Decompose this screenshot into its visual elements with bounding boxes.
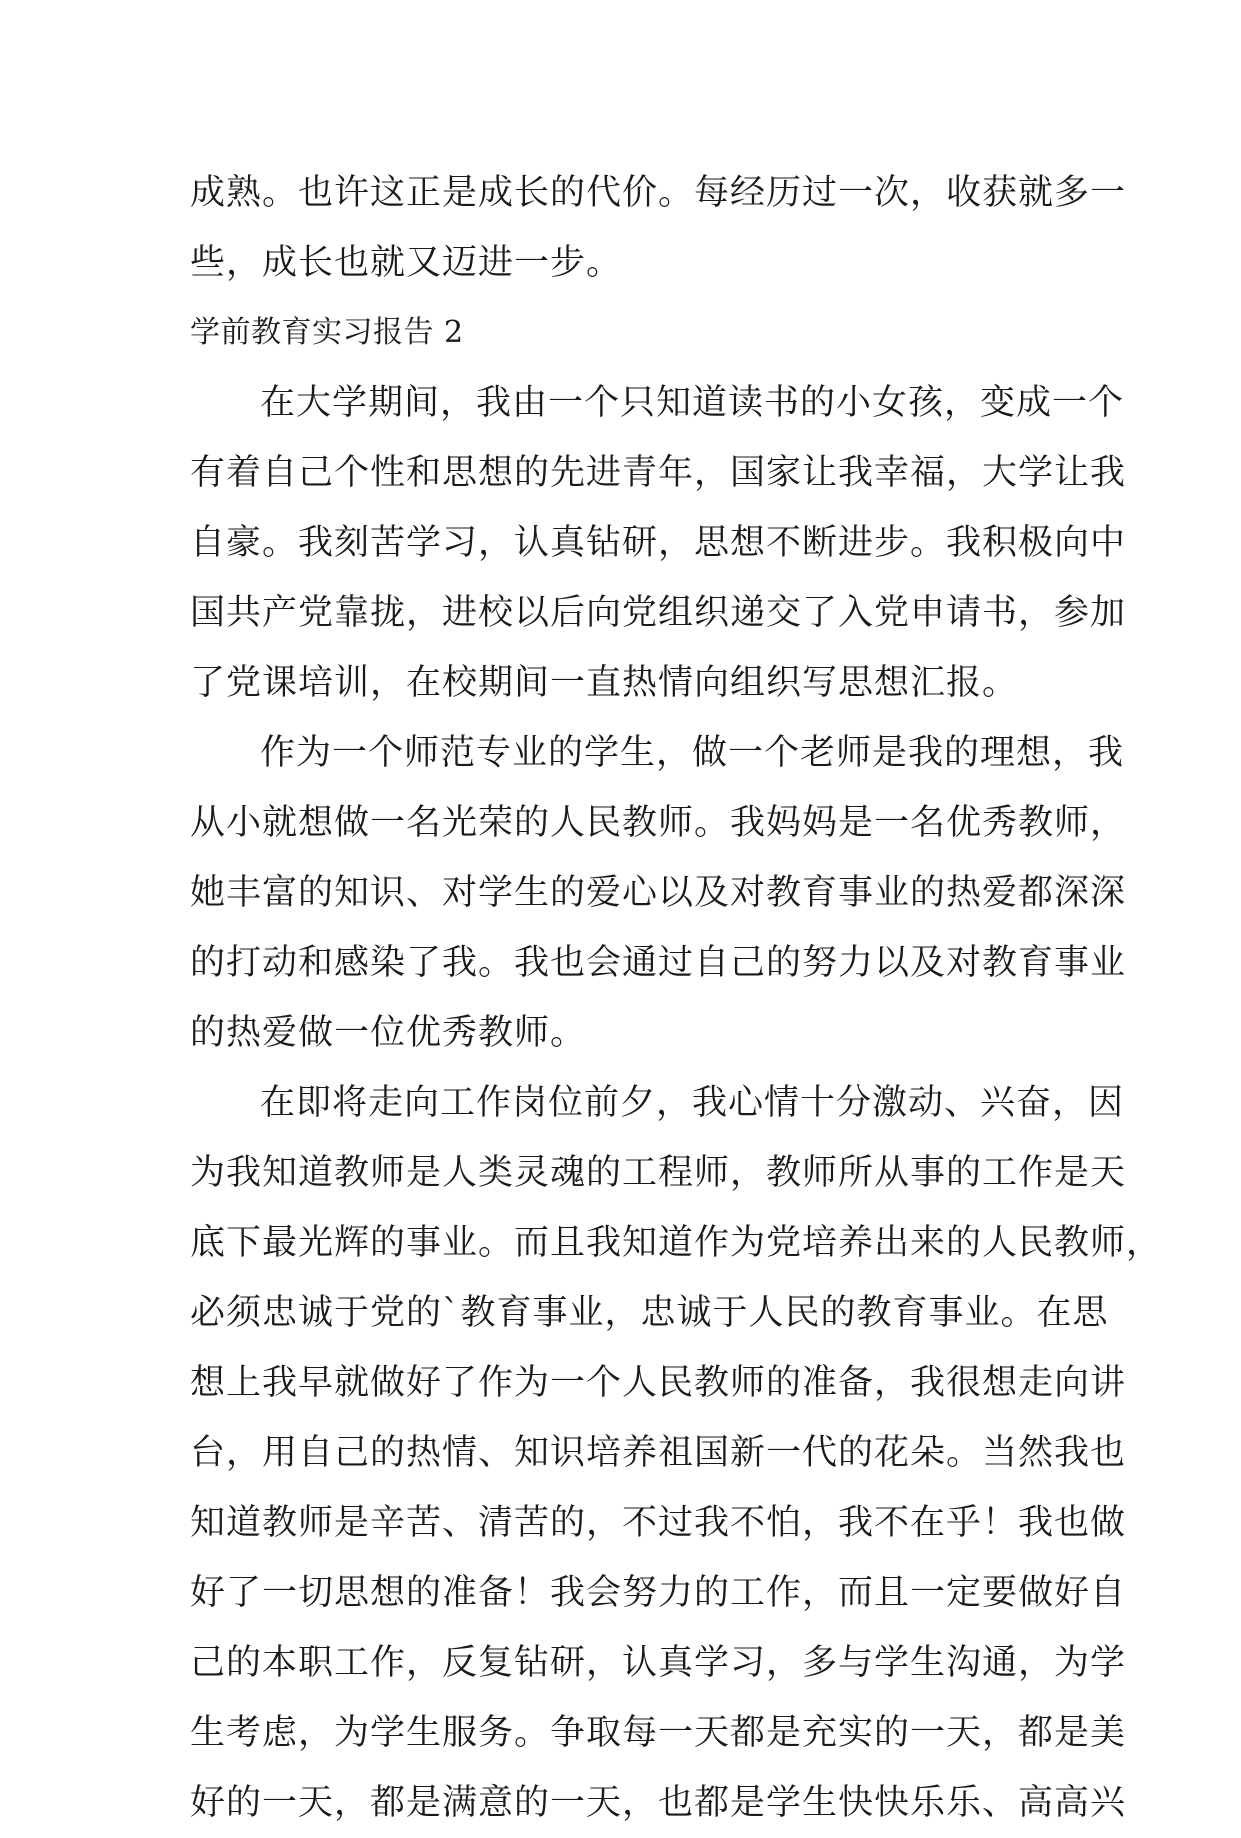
paragraph-line: 成熟。也许这正是成长的代价。每经历过一次，收获就多一 <box>190 173 1127 213</box>
paragraph-line: 她丰富的知识、对学生的爱心以及对教育事业的热爱都深深 <box>190 873 1127 913</box>
paragraph-line: 必须忠诚于党的`教育事业，忠诚于人民的教育事业。在思 <box>190 1293 1109 1333</box>
paragraph-line: 生考虑，为学生服务。争取每一天都是充实的一天，都是美 <box>190 1713 1127 1753</box>
paragraph-line: 台，用自己的热情、知识培养祖国新一代的花朵。当然我也 <box>190 1433 1127 1473</box>
paragraph-line: 想上我早就做好了作为一个人民教师的准备，我很想走向讲 <box>190 1363 1127 1403</box>
paragraph-line: 些，成长也就又迈进一步。 <box>190 243 623 283</box>
paragraph-line: 为我知道教师是人类灵魂的工程师，教师所从事的工作是天 <box>190 1153 1127 1193</box>
section-heading: 学前教育实习报告 2 <box>190 315 464 350</box>
paragraph-line: 的热爱做一位优秀教师。 <box>190 1013 587 1053</box>
paragraph-line: 己的本职工作，反复钻研，认真学习，多与学生沟通，为学 <box>190 1643 1127 1683</box>
paragraph-line: 自豪。我刻苦学习，认真钻研，思想不断进步。我积极向中 <box>190 523 1127 563</box>
paragraph-line: 国共产党靠拢，进校以后向党组织递交了入党申请书，参加 <box>190 593 1127 633</box>
paragraph-first-line: 在大学期间，我由一个只知道读书的小女孩，变成一个 <box>260 383 1125 423</box>
paragraph-line: 的打动和感染了我。我也会通过自己的努力以及对教育事业 <box>190 943 1127 983</box>
paragraph-line: 好的一天，都是满意的一天，也都是学生快快乐乐、高高兴 <box>190 1783 1127 1823</box>
paragraph-line: 知道教师是辛苦、清苦的，不过我不怕，我不在乎！我也做 <box>190 1503 1127 1543</box>
paragraph-line: 好了一切思想的准备！我会努力的工作，而且一定要做好自 <box>190 1573 1127 1613</box>
paragraph-line: 了党课培训，在校期间一直热情向组织写思想汇报。 <box>190 663 1019 703</box>
paragraph-line: 底下最光辉的事业。而且我知道作为党培养出来的人民教师， <box>190 1223 1163 1263</box>
paragraph-first-line: 在即将走向工作岗位前夕，我心情十分激动、兴奋，因 <box>260 1083 1125 1123</box>
paragraph-line: 有着自己个性和思想的先进青年，国家让我幸福，大学让我 <box>190 453 1127 493</box>
paragraph-first-line: 作为一个师范专业的学生，做一个老师是我的理想，我 <box>260 733 1125 773</box>
paragraph-line: 从小就想做一名光荣的人民教师。我妈妈是一名优秀教师， <box>190 803 1127 843</box>
document-body <box>190 158 1163 1838</box>
